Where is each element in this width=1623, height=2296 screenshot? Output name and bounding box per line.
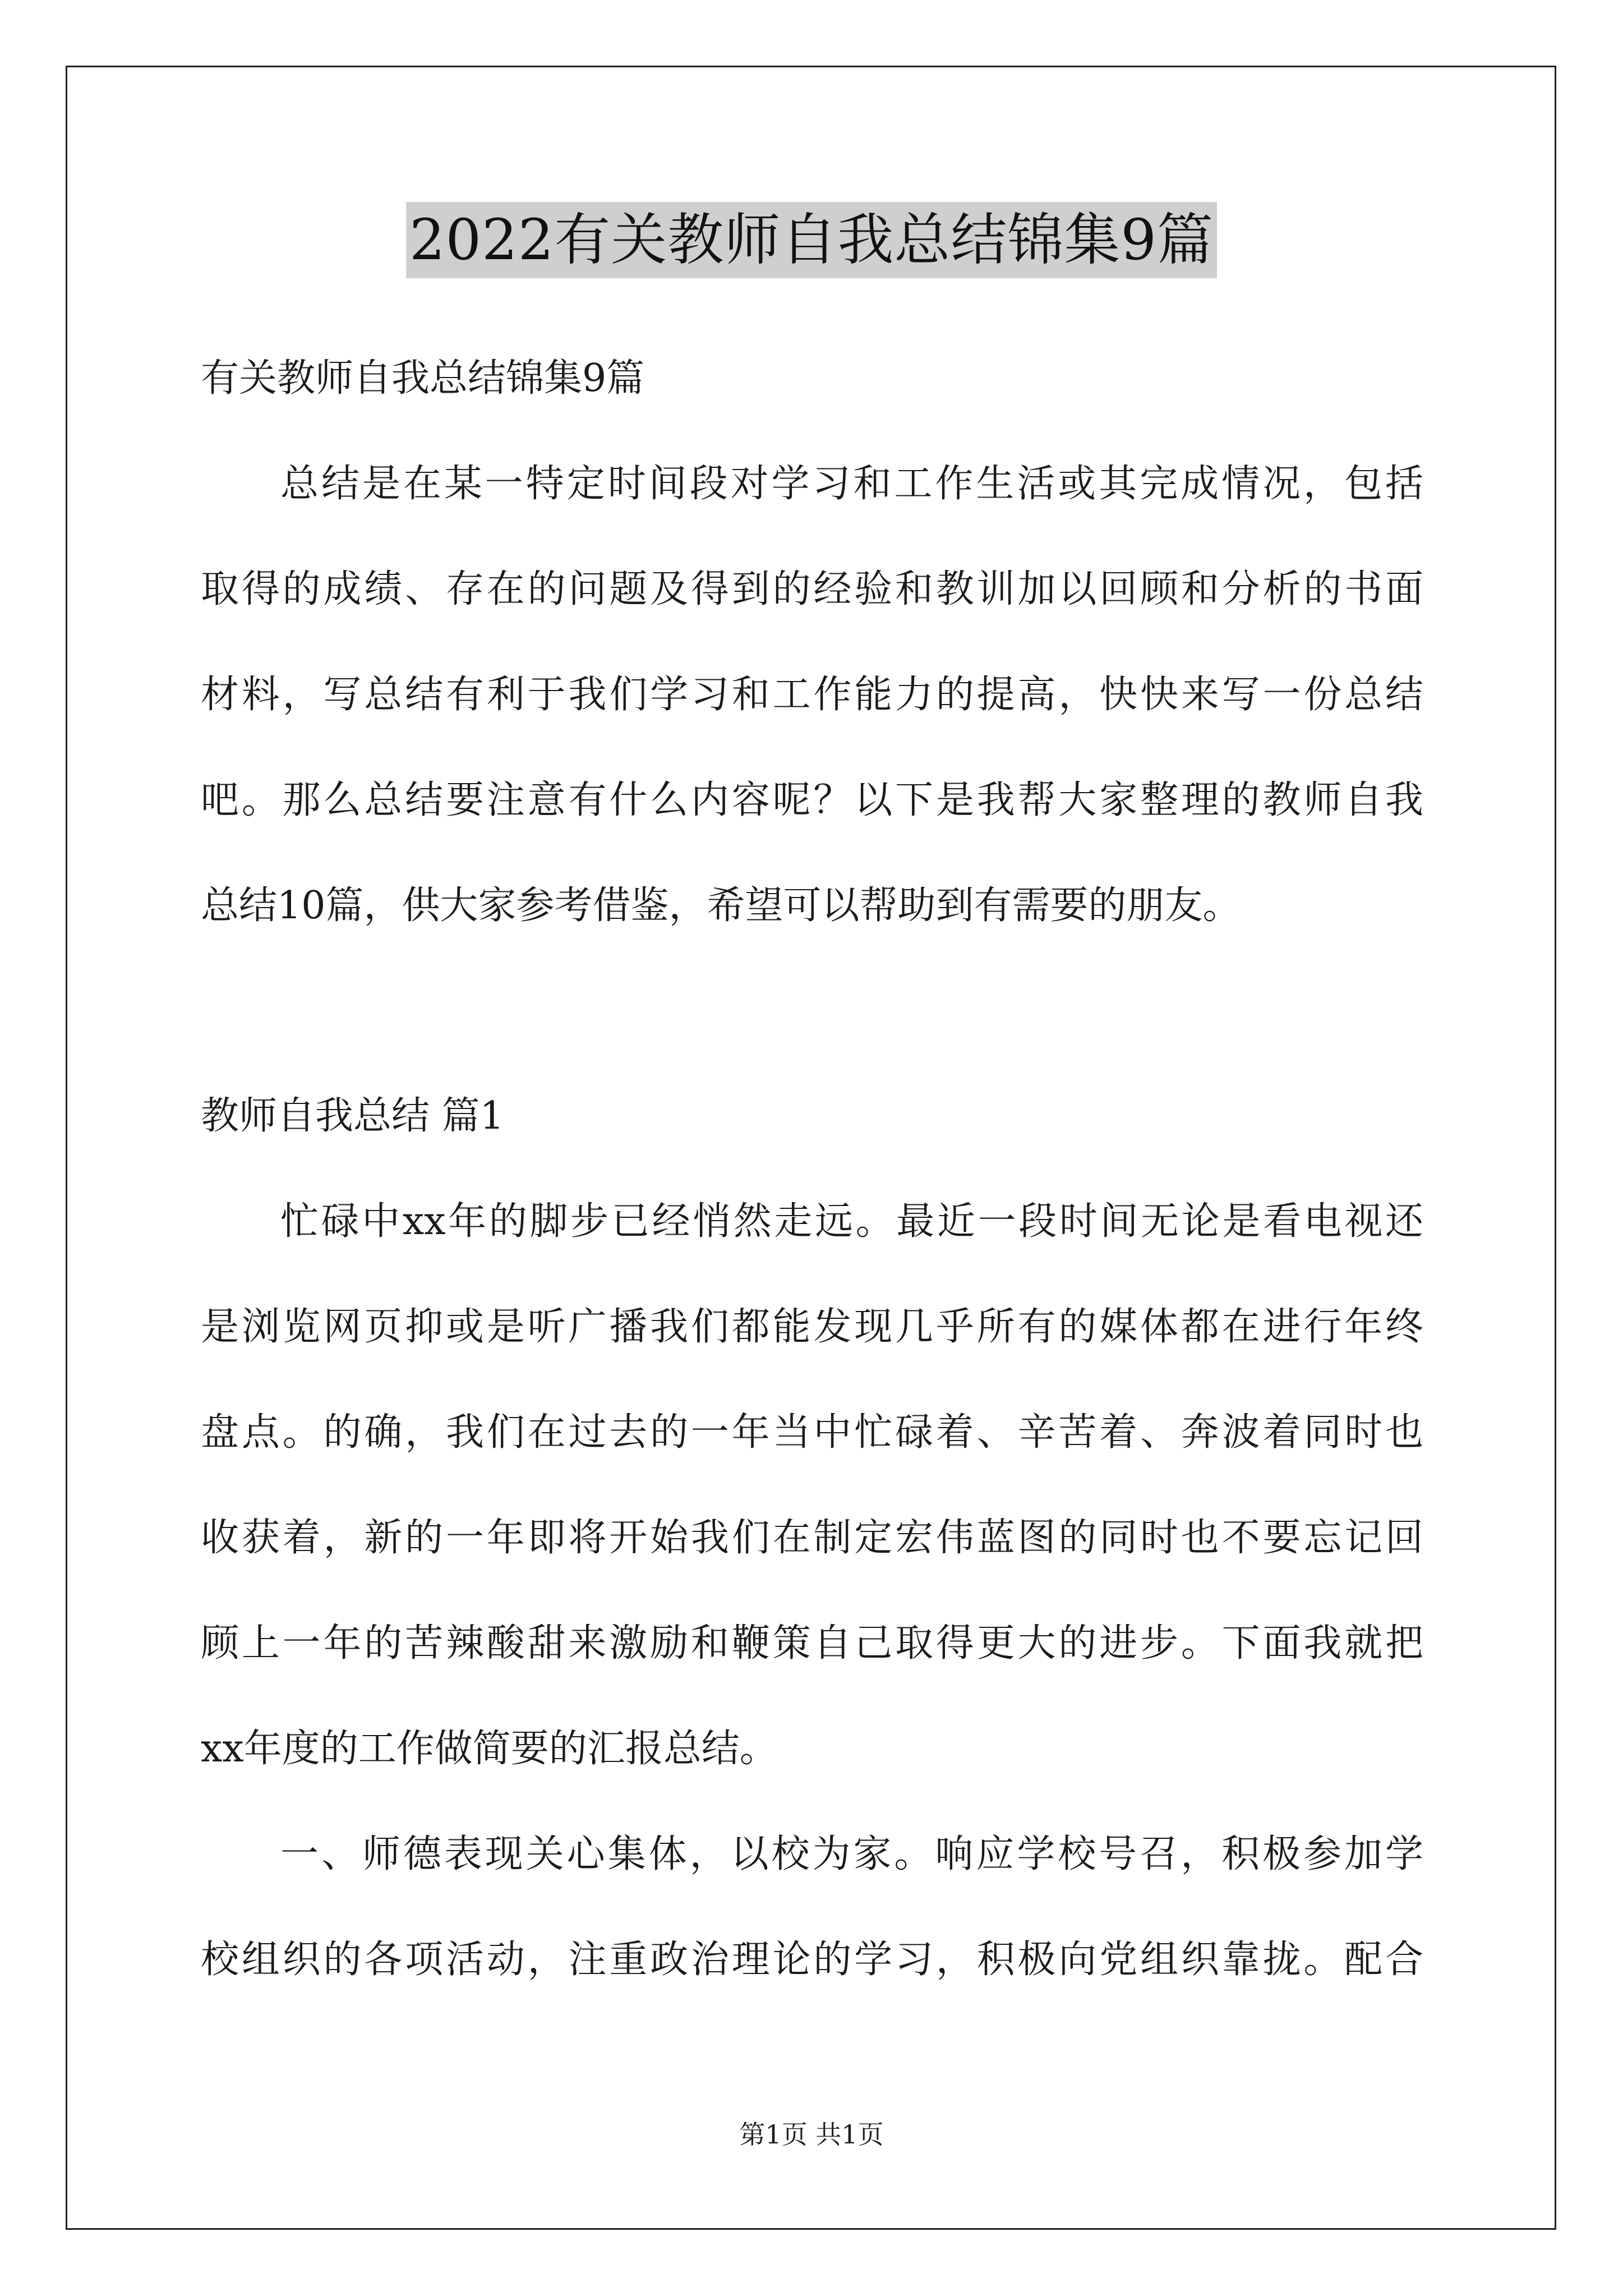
intro-line-4: 吧。那么总结要注意有什么内容呢？以下是我帮大家整理的教师自我 bbox=[201, 778, 1423, 822]
intro-line-1: 总结是在某一特定时间段对学习和工作生活或其完成情况，包括 bbox=[280, 462, 1423, 506]
point-line-1: 一、师德表现关心集体，以校为家。响应学校号召，积极参加学 bbox=[280, 1832, 1423, 1876]
document-title: 2022有关教师自我总结锦集9篇 bbox=[406, 202, 1217, 278]
intro-line-3: 材料，写总结有利于我们学习和工作能力的提高，快快来写一份总结 bbox=[201, 673, 1423, 717]
document-subtitle: 有关教师自我总结锦集9篇 bbox=[201, 356, 645, 401]
page-number: 第1页 共1页 bbox=[739, 2119, 884, 2150]
section-line-5: 顾上一年的苦辣酸甜来激励和鞭策自己取得更大的进步。下面我就把 bbox=[201, 1621, 1423, 1665]
point-line-2: 校组织的各项活动，注重政治理论的学习，积极向党组织靠拢。配合 bbox=[201, 1938, 1423, 1982]
section-heading: 教师自我总结 篇1 bbox=[201, 1094, 504, 1138]
intro-line-5: 总结10篇，供大家参考借鉴，希望可以帮助到有需要的朋友。 bbox=[201, 884, 1241, 928]
section-line-3: 盘点。的确，我们在过去的一年当中忙碌着、辛苦着、奔波着同时也 bbox=[201, 1410, 1423, 1455]
section-line-1: 忙碌中xx年的脚步已经悄然走远。最近一段时间无论是看电视还 bbox=[280, 1199, 1423, 1244]
section-line-2: 是浏览网页抑或是听广播我们都能发现几乎所有的媒体都在进行年终 bbox=[201, 1305, 1423, 1349]
section-line-6: xx年度的工作做简要的汇报总结。 bbox=[201, 1727, 778, 1771]
section-line-4: 收获着，新的一年即将开始我们在制定宏伟蓝图的同时也不要忘记回 bbox=[201, 1516, 1423, 1560]
intro-line-2: 取得的成绩、存在的问题及得到的经验和教训加以回顾和分析的书面 bbox=[201, 567, 1423, 611]
title-container bbox=[0, 202, 1623, 278]
